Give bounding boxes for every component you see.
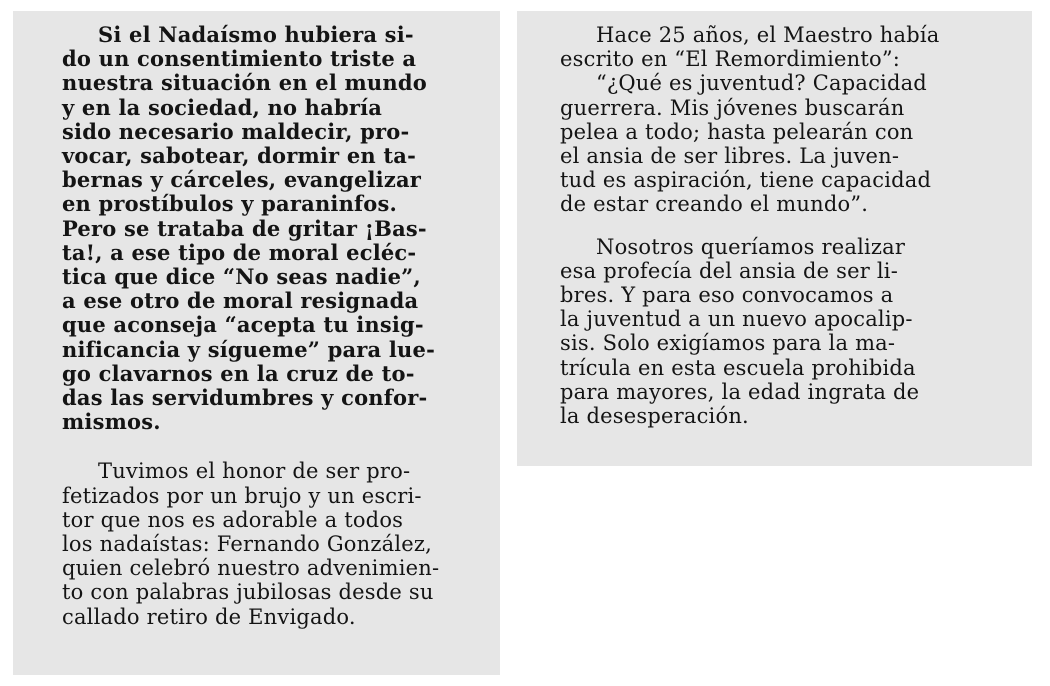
- text-line: to con palabras jubilosas desde su: [62, 580, 434, 605]
- paragraph-maestro-quote: [560, 23, 1020, 217]
- text-line: Tuvimos el honor de ser pro-: [98, 459, 411, 484]
- text-line: Hace 25 años, el Maestro había: [596, 23, 940, 47]
- text-line: sis. Solo exigíamos para la ma-: [560, 331, 896, 356]
- text-line: de estar creando el mundo”.: [560, 192, 869, 217]
- paragraph-fernando-gonzalez: [62, 459, 488, 628]
- text-line: tor que nos es adorable a todos: [62, 507, 404, 532]
- text-line: y en la sociedad, no habría: [62, 94, 383, 120]
- text-line: go clavarnos en la cruz de to-: [62, 360, 415, 386]
- paragraph-nadaismo: [62, 23, 488, 434]
- text-line: en prostíbulos y paraninfos.: [62, 191, 398, 217]
- text-line: los nadaístas: Fernando González,: [62, 532, 433, 557]
- text-line: a ese otro de moral resignada: [62, 288, 419, 314]
- text-line: sido necesario maldecir, pro-: [62, 118, 410, 144]
- text-line: bres. Y para eso convocamos a: [560, 283, 894, 308]
- newspaper-clipping-right: [517, 11, 1032, 466]
- text-line: trícula en esta escuela prohibida: [560, 355, 916, 380]
- text-line: tica que dice “No seas nadie”,: [62, 264, 421, 290]
- text-line: pelea a todo; hasta pelearán con: [560, 119, 914, 144]
- text-line: ta!, a ese tipo de moral ecléc-: [62, 239, 417, 265]
- text-line: nificancia y sígueme” para lue-: [62, 336, 435, 362]
- text-line: nuestra situación en el mundo: [62, 70, 427, 96]
- text-line: la desesperación.: [560, 404, 749, 429]
- newspaper-clipping-left: [13, 11, 500, 675]
- paragraph-profecia: [560, 235, 1020, 429]
- text-line: bernas y cárceles, evangelizar: [62, 167, 422, 193]
- text-line: guerrera. Mis jóvenes buscarán: [560, 95, 905, 120]
- text-line: escrito en “El Remordimiento”:: [560, 47, 901, 72]
- text-line: do un consentimiento triste a: [62, 46, 417, 72]
- text-line: tud es aspiración, tiene capacidad: [560, 168, 932, 193]
- text-line: callado retiro de Envigado.: [62, 604, 356, 629]
- text-line: la juventud a un nuevo apocalip-: [560, 307, 913, 332]
- text-line: Pero se trataba de gritar ¡Bas-: [62, 215, 427, 241]
- text-line: que aconseja “acepta tu insig-: [62, 312, 424, 338]
- text-line: el ansia de ser libres. La juven-: [560, 144, 900, 169]
- text-line: para mayores, la edad ingrata de: [560, 379, 920, 404]
- text-line: mismos.: [62, 409, 161, 435]
- text-line: das las servidumbres y confor-: [62, 385, 428, 411]
- text-line: quien celebró nuestro advenimien-: [62, 556, 440, 581]
- text-line: Nosotros queríamos realizar: [596, 234, 906, 259]
- text-line: fetizados por un brujo y un escri-: [62, 483, 422, 508]
- text-line: esa profecía del ansia de ser li-: [560, 258, 898, 283]
- text-line: Si el Nadaísmo hubiera si-: [98, 22, 414, 47]
- text-line: vocar, sabotear, dormir en ta-: [62, 143, 416, 169]
- text-line: “¿Qué es juventud? Capacidad: [596, 71, 927, 96]
